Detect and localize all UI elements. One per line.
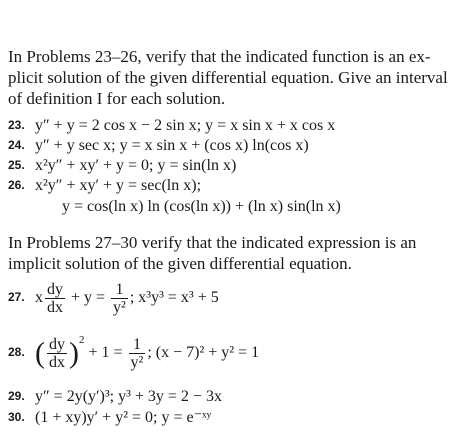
denominator: y² <box>113 299 126 316</box>
problem-number: 24. <box>8 138 25 152</box>
problem-text: (1 + xy)y′ + y² = 0; y = e⁻ˣʸ <box>35 409 212 426</box>
problem-number: 29. <box>8 389 25 403</box>
problem-number: 25. <box>8 158 25 172</box>
dy-dx-fraction <box>47 336 67 371</box>
problem-24 <box>8 135 309 156</box>
dy-dx-fraction <box>45 281 65 316</box>
problem-text: y″ + y sec x; y = x sin x + (cos x) ln(cos x) <box>35 137 309 154</box>
numerator: dy <box>47 281 63 298</box>
implicit-solution: ; x³y³ = x³ + 5 <box>129 289 219 307</box>
problem-number: 23. <box>8 118 25 132</box>
x-term: x <box>35 289 43 307</box>
problem-26 <box>8 175 201 196</box>
numerator: dy <box>49 335 65 353</box>
denominator: y² <box>130 353 144 371</box>
problem-text: x²y″ + xy′ + y = 0; y = sin(ln x) <box>35 157 237 174</box>
denominator: dx <box>47 299 63 316</box>
numerator: 1 <box>111 281 128 299</box>
problem-text: y″ = 2y(y′)³; y³ + 3y = 2 − 3x <box>35 388 222 405</box>
problem-28 <box>8 330 259 371</box>
equation-middle: + y = <box>71 289 106 307</box>
left-paren: ( <box>35 336 45 370</box>
one-over-y2-fraction <box>111 281 128 316</box>
problem-text: x²y″ + xy′ + y = sec(ln x); <box>35 177 202 194</box>
section1-intro-line-2: plicit solution of the given differential equation. Give an interval <box>8 68 448 87</box>
section1-intro-line-3: of definition I for each solution. <box>8 89 226 108</box>
problem-30 <box>8 407 211 428</box>
exponent: 2 <box>79 334 85 346</box>
problem-number: 30. <box>8 410 25 424</box>
section2-intro-line-1: In Problems 27–30 verify that the indicated expression is an <box>8 233 417 252</box>
problem-number: 27. <box>8 290 25 305</box>
problem-29 <box>8 386 222 407</box>
problem-26-solution: y = cos(ln x) ln (cos(ln x)) + (ln x) sin(ln x) <box>62 198 341 215</box>
section2-intro-line-2: implicit solution of the given differential equation. <box>8 254 352 273</box>
problem-23 <box>8 115 335 136</box>
problem-25 <box>8 155 236 176</box>
problem-text: y″ + y = 2 cos x − 2 sin x; y = x sin x + x cos x <box>35 117 336 134</box>
right-paren: ) <box>69 336 79 370</box>
problem-number: 28. <box>8 345 25 359</box>
numerator: 1 <box>129 336 146 354</box>
section1-intro-line-1: In Problems 23–26, verify that the indicated function is an ex- <box>8 47 431 66</box>
one-over-y2-fraction <box>129 336 146 371</box>
equation-middle: + 1 = <box>88 344 123 361</box>
problem-number: 26. <box>8 178 25 192</box>
denominator: dx <box>49 353 65 371</box>
implicit-solution: ; (x − 7)² + y² = 1 <box>147 344 260 361</box>
problem-27 <box>8 281 219 316</box>
